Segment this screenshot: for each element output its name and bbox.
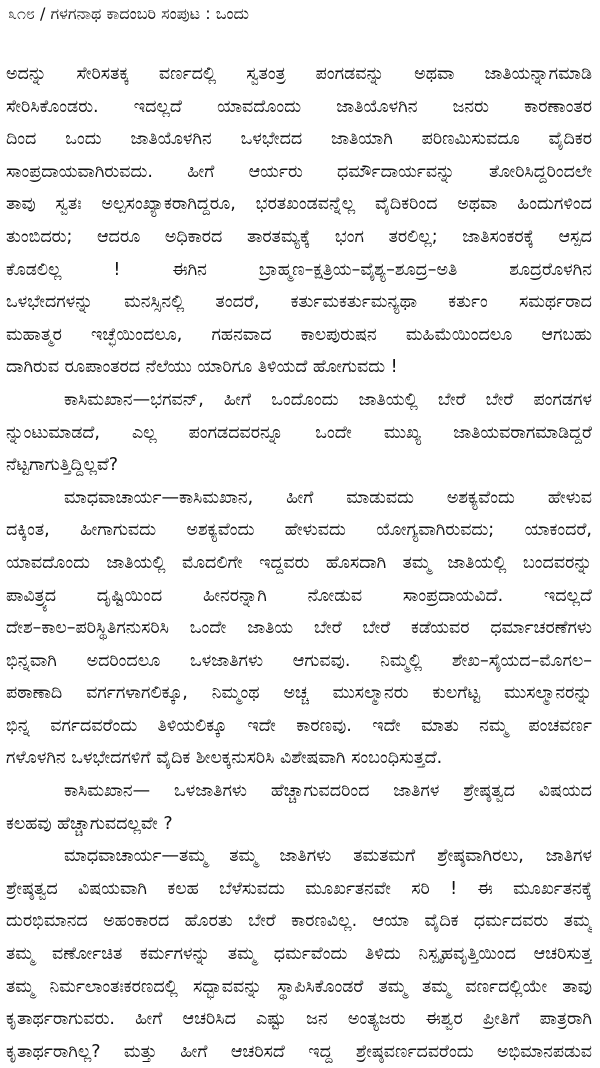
text-line: ಸಾಂಪ್ರದಾಯವಾಗಿರುವದು. ಹೀಗೆ ಆರ್ಯರು ಧರ್ಮೌದಾರ್ಯವನ್ನು ತೋರಿಸಿದ್ದರಿಂದಲೇ [6, 161, 592, 182]
text-line: ಕೃತಾರ್ಥರಾಗಿಲ್ಲ? ಮತ್ತು ಹೀಗೆ ಆಚರಿಸದೆ ಇದ್ದ ಶ್ರೇಷ್ಠವರ್ಣದವರೆಂದು ಅಭಿಮಾನಪಡುವ [6, 1041, 592, 1062]
text-line: ಕೃತಾರ್ಥರಾಗುವರು. ಹೀಗೆ ಆಚರಿಸಿದ ಎಷ್ಟು ಜನ ಅಂತ್ಯಜರು ಈಶ್ವರ ಪ್ರೀತಿಗೆ ಪಾತ್ರರಾಗಿ [6, 1009, 592, 1030]
text-line: ದಾಗಿರುವ ರೂಪಾಂತರದ ನೆಲೆಯು ಯಾರಿಗೂ ತಿಳಿಯದೆ ಹೋಗುವದು ! [6, 357, 398, 378]
text-line: ನೆಟ್ಟಗಾಗುತ್ತಿದ್ದಿಲ್ಲವೆ? [6, 455, 119, 476]
text-line: ದೇಶ–ಕಾಲ–ಪರಿಸ್ಥಿತಿಗನುಸರಿಸಿ ಒಂದೇ ಜಾತಿಯ ಬೇರೆ ಬೇರೆ ಕಡೆಯವರ ಧರ್ಮಾಚರಣೆಗಳು [6, 618, 592, 639]
book-title: ಗಳಗನಾಥ ಕಾದಂಬರಿ ಸಂಪುಟ : ಒಂದು [50, 4, 249, 23]
text-line: ಕಲಹವು ಹೆಚ್ಚಾಗುವದಲ್ಲವೇ ? [6, 813, 173, 834]
dialogue-line: ಕಾಸಿಮಖಾನ—ಭಗವನ್, ಹೀಗೆ ಒಂದೊಂದು ಜಾತಿಯಲ್ಲಿ ಬೇರೆ ಬೇರೆ ಪಂಗಡಗಳ [64, 389, 592, 410]
dialogue-line: ಮಾಧವಾಚಾರ್ಯ—ಕಾಸಿಮಖಾನ, ಹೀಗೆ ಮಾಡುವದು ಅಶಕ್ಯವೆಂದು ಹೇಳುವ [64, 487, 592, 508]
text-line: ಯಾವದೊಂದು ಜಾತಿಯಲ್ಲಿ ಮೊದಲಿಗೇ ಇದ್ದವರು ಹೊಸದಾಗಿ ತಮ್ಮ ಜಾತಿಯಲ್ಲಿ ಬಂದವರನ್ನು [6, 552, 592, 573]
text-line: ಶ್ರೇಷ್ಠತ್ವದ ವಿಷಯವಾಗಿ ಕಲಹ ಬೆಳೆಸುವದು ಮೂರ್ಖತನವೇ ಸರಿ ! ಈ ಮೂರ್ಖತನಕ್ಕೆ [6, 878, 592, 899]
text-line: ಮಹಾತ್ಮರ ಇಚ್ಛೆಯಿಂದಲೂ, ಗಹನವಾದ ಕಾಲಪುರುಷನ ಮಹಿಮೆಯಿಂದಲೂ ಆಗಬಹು [6, 324, 592, 345]
text-line: ಒಳಭೇದಗಳನ್ನು ಮನಸ್ಸಿನಲ್ಲಿ ತಂದರೆ, ಕರ್ತುಮಕರ್ತುಮನ್ಯಥಾ ಕರ್ತುಂ ಸಮರ್ಥರಾದ [6, 292, 592, 313]
text-line: ತಮ್ಮ ನಿರ್ಮಲಾಂತಃಕರಣದಲ್ಲಿ ಸದ್ಭಾವವನ್ನು ಸ್ಥಾಪಿಸಿಕೊಂಡರೆ ತಮ್ಮ ತಮ್ಮ ವರ್ಣದಲ್ಲಿಯೇ ತಾವು [6, 976, 592, 997]
text-line: ತಮ್ಮ ವರ್ಣೋಚಿತ ಕರ್ಮಗಳನ್ನು ತಮ್ಮ ಧರ್ಮವೆಂದು ತಿಳಿದು ನಿಸ್ಪೃಹವೃತ್ತಿಯಿಂದ ಆಚರಿಸುತ್ತ [6, 944, 592, 965]
text-line: ಕೊಡಲಿಲ್ಲ ! ಈಗಿನ ಬ್ರಾಹ್ಮಣ–ಕ್ಷತ್ರಿಯ–ವೈಶ್ಯ–ಶೂದ್ರ–ಅತಿ ಶೂದ್ರರೊಳಗಿನ [6, 259, 592, 280]
text-line: ಪಾವಿತ್ರ್ಯದ ದೃಷ್ಟಿಯಿಂದ ಹೀನರನ್ನಾಗಿ ನೋಡುವ ಸಾಂಪ್ರದಾಯವಿದೆ. ಇದಲ್ಲದೆ [6, 585, 592, 606]
text-line: ಅದನ್ನು ಸೇರಿಸತಕ್ಕ ವರ್ಣದಲ್ಲಿ ಸ್ವತಂತ್ರ ಪಂಗಡವನ್ನು ಅಥವಾ ಜಾತಿಯನ್ನಾಗಮಾಡಿ [6, 64, 592, 84]
header-separator: / [39, 4, 46, 23]
text-line: ಸೇರಿಸಿಕೊಂಡರು. ಇದಲ್ಲದೆ ಯಾವದೊಂದು ಜಾತಿಯೊಳಗಿನ ಜನರು ಕಾರಣಾಂತರ [6, 96, 592, 117]
text-line: ದಿಂದ ಒಂದು ಜಾತಿಯೊಳಗಿನ ಒಳಭೇದದ ಜಾತಿಯಾಗಿ ಪರಿಣಮಿಸುವದೂ ವೈದಿಕರ [6, 129, 592, 150]
text-line: ಗಳೊಳಗಿನ ಒಳಭೇದಗಳಿಗೆ ವೈದಿಕ ಶೀಲಕ್ಕನುಸರಿಸಿ ವಿಶೇಷವಾಗಿ ಸಂಬಂಧಿಸುತ್ತದೆ. [6, 748, 443, 769]
text-line: ತಾವು ಸ್ವತಃ ಅಲ್ಪಸಂಖ್ಯಾಕರಾಗಿದ್ದರೂ, ಭರತಖಂಡವನ್ನೆಲ್ಲ ವೈದಿಕರಿಂದ ಅಥವಾ ಹಿಂದುಗಳಿಂದ [6, 194, 592, 215]
text-line: ಭಿನ್ನ ವರ್ಗದವರೆಂದು ತಿಳಿಯಲಿಕ್ಕೂ ಇದೇ ಕಾರಣವು. ಇದೇ ಮಾತು ನಮ್ಮ ಪಂಚವರ್ಣ [6, 715, 592, 736]
text-line: ದಕ್ಕಿಂತ, ಹೀಗಾಗುವದು ಅಶಕ್ಯವೆಂದು ಹೇಳುವದು ಯೋಗ್ಯವಾಗಿರುವದು; ಯಾಕಂದರೆ, [6, 520, 592, 541]
dialogue-line: ಮಾಧವಾಚಾರ್ಯ—ತಮ್ಮ ತಮ್ಮ ಜಾತಿಗಳು ತಮತಮಗೆ ಶ್ರೇಷ್ಠವಾಗಿರಲು, ಜಾತಿಗಳ [64, 846, 592, 867]
dialogue-line: ಕಾಸಿಮಖಾನ— ಒಳಜಾತಿಗಳು ಹೆಚ್ಚಾಗುವದರಿಂದ ಜಾತಿಗಳ ಶ್ರೇಷ್ಠತ್ವದ ವಿಷಯದ [64, 781, 592, 802]
page-body [6, 58, 592, 1068]
running-header [8, 4, 249, 24]
page-number: ೩೧೮ [8, 4, 35, 23]
text-line: ನ್ನುಂಟುಮಾಡದೆ, ಎಲ್ಲ ಪಂಗಡದವರನ್ನೂ ಒಂದೇ ಮುಖ್ಯ ಜಾತಿಯವರಾಗಮಾಡಿದ್ದರೆ [6, 422, 592, 443]
text-line: ದುರಭಿಮಾನದ ಅಹಂಕಾರದ ಹೊರತು ಬೇರೆ ಕಾರಣವಿಲ್ಲ. ಆಯಾ ವೈದಿಕ ಧರ್ಮದವರು ತಮ್ಮ [6, 911, 592, 932]
text-line: ಪಠಾಣಾದಿ ವರ್ಗಗಳಾಗಲಿಕ್ಕೂ, ನಿಮ್ಮಂಥ ಅಚ್ಚ ಮುಸಲ್ಮಾನರು ಕುಲಗೆಟ್ಟ ಮುಸಲ್ಮಾನರನ್ನು [6, 683, 592, 704]
text-line: ಭಿನ್ನವಾಗಿ ಅದರಿಂದಲೂ ಒಳಜಾತಿಗಳು ಆಗುವವು. ನಿಮ್ಮಲ್ಲಿ ಶೇಖ–ಸೈಯದ–ಮೊಗಲ– [6, 650, 592, 671]
text-line: ತುಂಬಿದರು; ಆದರೂ ಅಧಿಕಾರದ ತಾರತಮ್ಯಕ್ಕೆ ಭಂಗ ತರಲಿಲ್ಲ; ಜಾತಿಸಂಕರಕ್ಕೆ ಆಸ್ಪದ [6, 226, 592, 247]
